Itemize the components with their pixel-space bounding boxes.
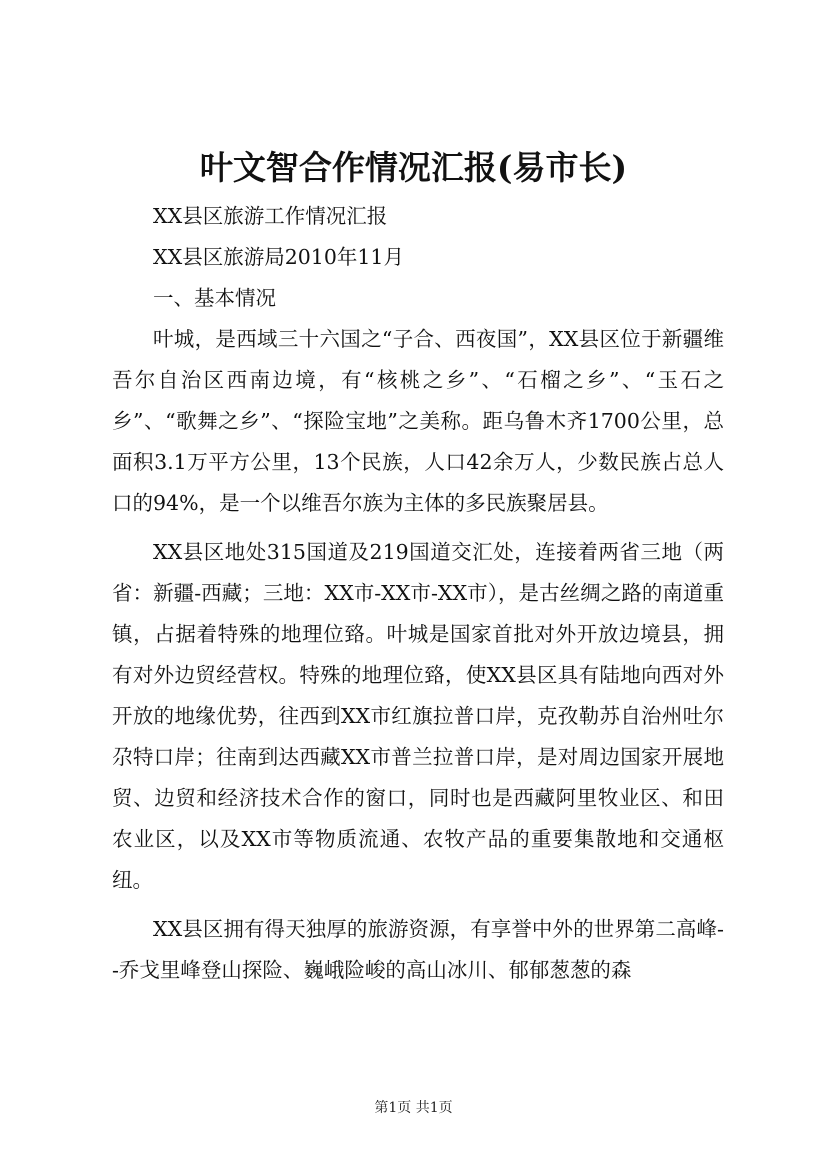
paragraph-overview: 叶城，是西域三十六国之“子合、西夜国”，XX县区位于新疆维吾尔自治区西南边境，有“核桃之乡”、“石榴之乡”、“玉石之乡”、“歌舞之乡”、“探险宝地”之美称。距乌鲁木齐1700公里，总面积3.1万平方公里，13个民族，人口42余万人，少数民族占总人口的94%，是一个以维吾尔族为主体的多民族聚居县。 [112,327,724,515]
paragraph-issuer-date: XX县区旅游局2010年11月 [153,245,404,269]
paragraph-location: XX县区地处315国道及219国道交汇处，连接着两省三地（两省：新疆-西藏；三地：XX市-XX市-XX市），是古丝绸之路的南道重镇，占据着特殊的地理位臵。叶城是国家首批对外开放边境县，拥有对外边贸经营权。特殊的地理位臵，使XX县区具有陆地向西对外开放的地缘优势，往西到XX市红旗拉普口岸，克孜勒苏自治州吐尔尕特口岸；往南到达西藏XX市普兰拉普口岸，是对周边国家开展地贸、边贸和经济技术合作的窗口，同时也是西藏阿里牧业区、和田农业区，以及XX市等物质流通、农牧产品的重要集散地和交通枢纽。 [112,540,724,892]
document-body [112,196,724,991]
page-number-footer: 第1页 共1页 [374,1100,453,1116]
paragraph-heading-report: XX县区旅游工作情况汇报 [153,204,388,228]
paragraph-resources: XX县区拥有得天独厚的旅游资源，有享誉中外的世界第二高峰--乔戈里峰登山探险、巍峨险峻的高山冰川、郁郁葱葱的森 [112,917,724,982]
document-title: 叶文智合作情况汇报(易市长) [199,148,628,187]
section-heading-basic-info: 一、基本情况 [153,286,276,310]
